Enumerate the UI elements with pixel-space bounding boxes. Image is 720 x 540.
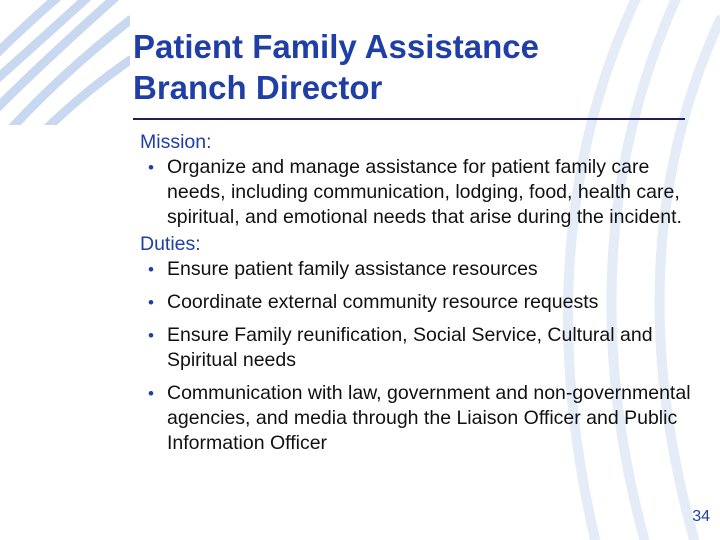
- list-item-text: Communication with law, government and non-governmental agencies, and media through the Liaison Officer and Public Information Officer: [167, 382, 691, 454]
- slide-content: [140, 130, 700, 464]
- list-item: [140, 257, 700, 282]
- bullet-icon: •: [148, 384, 154, 403]
- page-number: 34: [692, 508, 710, 525]
- bullet-icon: •: [148, 260, 154, 279]
- title-line-2: Branch Director: [133, 69, 383, 106]
- list-item: [140, 323, 700, 373]
- list-item-text: Ensure Family reunification, Social Service, Cultural and Spiritual needs: [167, 324, 653, 371]
- list-item-text: Organize and manage assistance for patient family care needs, including communication, lodging, food, health care, spiritual, and emotional needs that arise during the incident.: [167, 156, 682, 228]
- list-item-text: Coordinate external community resource requests: [167, 291, 599, 313]
- list-item: [140, 290, 700, 315]
- title-divider: [133, 118, 685, 120]
- duties-heading: Duties:: [140, 233, 201, 255]
- duties-list: [140, 257, 700, 456]
- bullet-icon: •: [148, 326, 154, 345]
- list-item: [140, 155, 700, 230]
- bullet-icon: •: [148, 158, 154, 177]
- list-item-text: Ensure patient family assistance resources: [167, 258, 538, 280]
- mission-list: [140, 155, 700, 230]
- bullet-icon: •: [148, 293, 154, 312]
- mission-heading: Mission:: [140, 131, 212, 153]
- title-line-1: Patient Family Assistance: [133, 28, 539, 65]
- list-item: [140, 381, 700, 456]
- page-title: [133, 26, 693, 108]
